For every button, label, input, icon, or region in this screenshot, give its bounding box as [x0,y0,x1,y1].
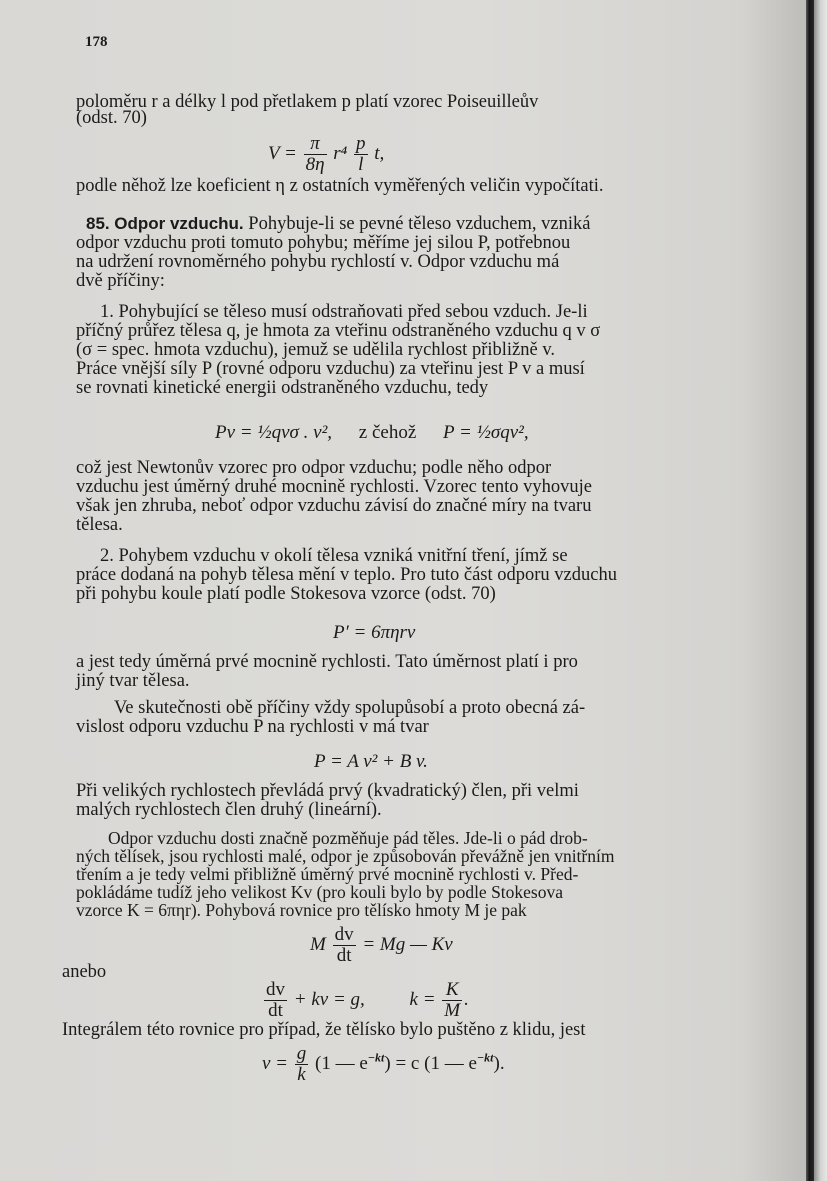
text-span: Pohybuje-li se pevné těleso vzduchem, vzniká [248,214,591,234]
text-line: podle něhož lze koeficient η z ostatních vyměřených veličin vypočítati. [76,176,604,196]
eq-term: ) = c (1 — e [384,1052,477,1074]
text-line: vzorce K = 6πηr). Pohybová rovnice pro tělísko hmoty M je pak [76,900,527,920]
section-number: 85. [86,214,110,233]
numerator: π [304,134,327,155]
equation-solution [262,1044,505,1085]
text-line: se rovnati kinetické energii odstraněného vzduchu, tedy [76,378,489,398]
equation-general: P = A v² + B v. [314,751,428,772]
eq-term: + kv = g, [293,988,365,1010]
numerator: g [296,1043,307,1064]
equation-motion-2 [262,980,469,1021]
text-line: Práce vnější síly P (rovné odporu vzduchu) za vteřinu jest P v a musí [76,359,585,379]
eq-term: r⁴ [333,142,348,164]
text-line: Při velikých rychlostech převládá prvý (kvadratický) člen, při velmi [76,781,579,801]
denominator: dt [336,944,352,966]
text-line: tělesa. [76,515,123,535]
text-line: třením a je tedy velmi přibližně úměrný prvé mocnině rychlosti v. Před- [76,864,579,884]
text-line: (σ = spec. hmota vzduchu), jemuž se udělila rychlost přibližně v. [76,340,555,360]
fraction [304,134,327,175]
text-line: práce dodaná na pohyb tělesa mění v teplo. Pro tuto část odporu vzduchu [76,565,617,585]
text-line: ných tělísek, jsou rychlosti malé, odpor je způsobován převážně jen vnitřním [76,846,615,866]
denominator: k [297,1063,306,1085]
text-line: a jest tedy úměrná prvé mocnině rychlosti. Tato úměrnost platí i pro [76,652,578,672]
fraction [264,980,287,1021]
page-edge [814,0,827,1181]
text-line: Ve skutečnosti obě příčiny vždy spolupůsobí a proto obecná zá- [114,698,586,718]
text-line: poloměru r a délky l pod přetlakem p platí vzorec Poiseuilleův [76,92,539,112]
denominator: dt [268,999,283,1021]
text-line: odpor vzduchu proti tomuto pohybu; měříme jej silou P, potřebnou [76,233,571,253]
section-heading-line [86,214,590,234]
text-line: pokládáme tudíž jeho velikost Kv (pro kouli bylo by podle Stokesova [76,882,564,902]
text-line: však jen zhruba, neboť odpor vzduchu závisí do značné míry na tvaru [76,496,592,516]
eq-term: M [310,933,326,955]
eq-term: = Mg — Kv [362,933,453,955]
fraction [295,1044,309,1085]
text-line: Integrálem této rovnice pro případ, že tělísko bylo puštěno z klidu, jest [62,1020,586,1040]
eq-connector: z čehož [358,422,417,443]
text-line: Odpor vzduchu dosti značně pozměňuje pád těles. Jde-li o pád drob- [108,828,588,848]
denominator: l [358,153,364,175]
text-line: anebo [62,962,107,982]
numerator: dv [266,979,285,1000]
text-line: příčný průřez tělesa q, je hmota za vteřinu odstraněného vzduchu q v σ [76,321,601,341]
text-line: jiný tvar tělesa. [76,671,190,691]
eq-lhs: V = [268,142,297,164]
eq-term: v = [262,1052,289,1074]
denominator: M [444,999,461,1021]
eq-term: ). [493,1052,505,1074]
text-line: na udržení rovnoměrného pohybu rychlostí v. Odpor vzduchu má [76,252,560,272]
denominator: 8η [305,153,325,175]
text-line: dvě příčiny: [76,271,165,291]
section-title: Odpor vzduchu. [114,214,244,233]
text-line: vzduchu jest úměrný druhé mocnině rychlosti. Vzorec tento vyhovuje [76,477,592,497]
book-binding-shadow [806,0,814,1181]
eq-term: P = ½σqv², [443,422,529,443]
eq-term: (1 — e [315,1052,368,1074]
numerator: K [442,980,462,1001]
equation-poiseuille [268,134,384,175]
eq-term: Pv = ½qvσ . v², [215,422,333,443]
text-line: což jest Newtonův vzorec pro odpor vzduchu; podle něho odpor [76,458,552,478]
text-line: (odst. 70) [76,108,147,128]
equation-stokes: P′ = 6πηrv [333,622,416,643]
fraction [354,134,368,175]
equation-newton [215,422,529,444]
numerator: dv [334,924,354,945]
exponent: −kt [367,1050,385,1065]
numerator: p [356,133,366,154]
text-line: 2. Pohybem vzduchu v okolí tělesa vzniká vnitřní tření, jímž se [100,546,568,566]
text-line: malých rychlostech člen druhý (lineární). [76,800,382,820]
fraction [333,925,356,966]
text-line: při pohybu koule platí podle Stokesova vzorce (odst. 70) [76,584,496,604]
eq-term: . [464,988,469,1010]
text-line: 1. Pohybující se těleso musí odstraňovati před sebou vzduch. Je-li [100,302,588,322]
page-number: 178 [85,34,108,50]
text-line: vislost odporu vzduchu P na rychlosti v má tvar [76,717,429,737]
exponent: −kt [476,1050,494,1065]
eq-term: t, [374,142,385,164]
fraction [442,980,462,1021]
eq-term: k = [409,988,436,1010]
equation-motion [310,925,453,966]
